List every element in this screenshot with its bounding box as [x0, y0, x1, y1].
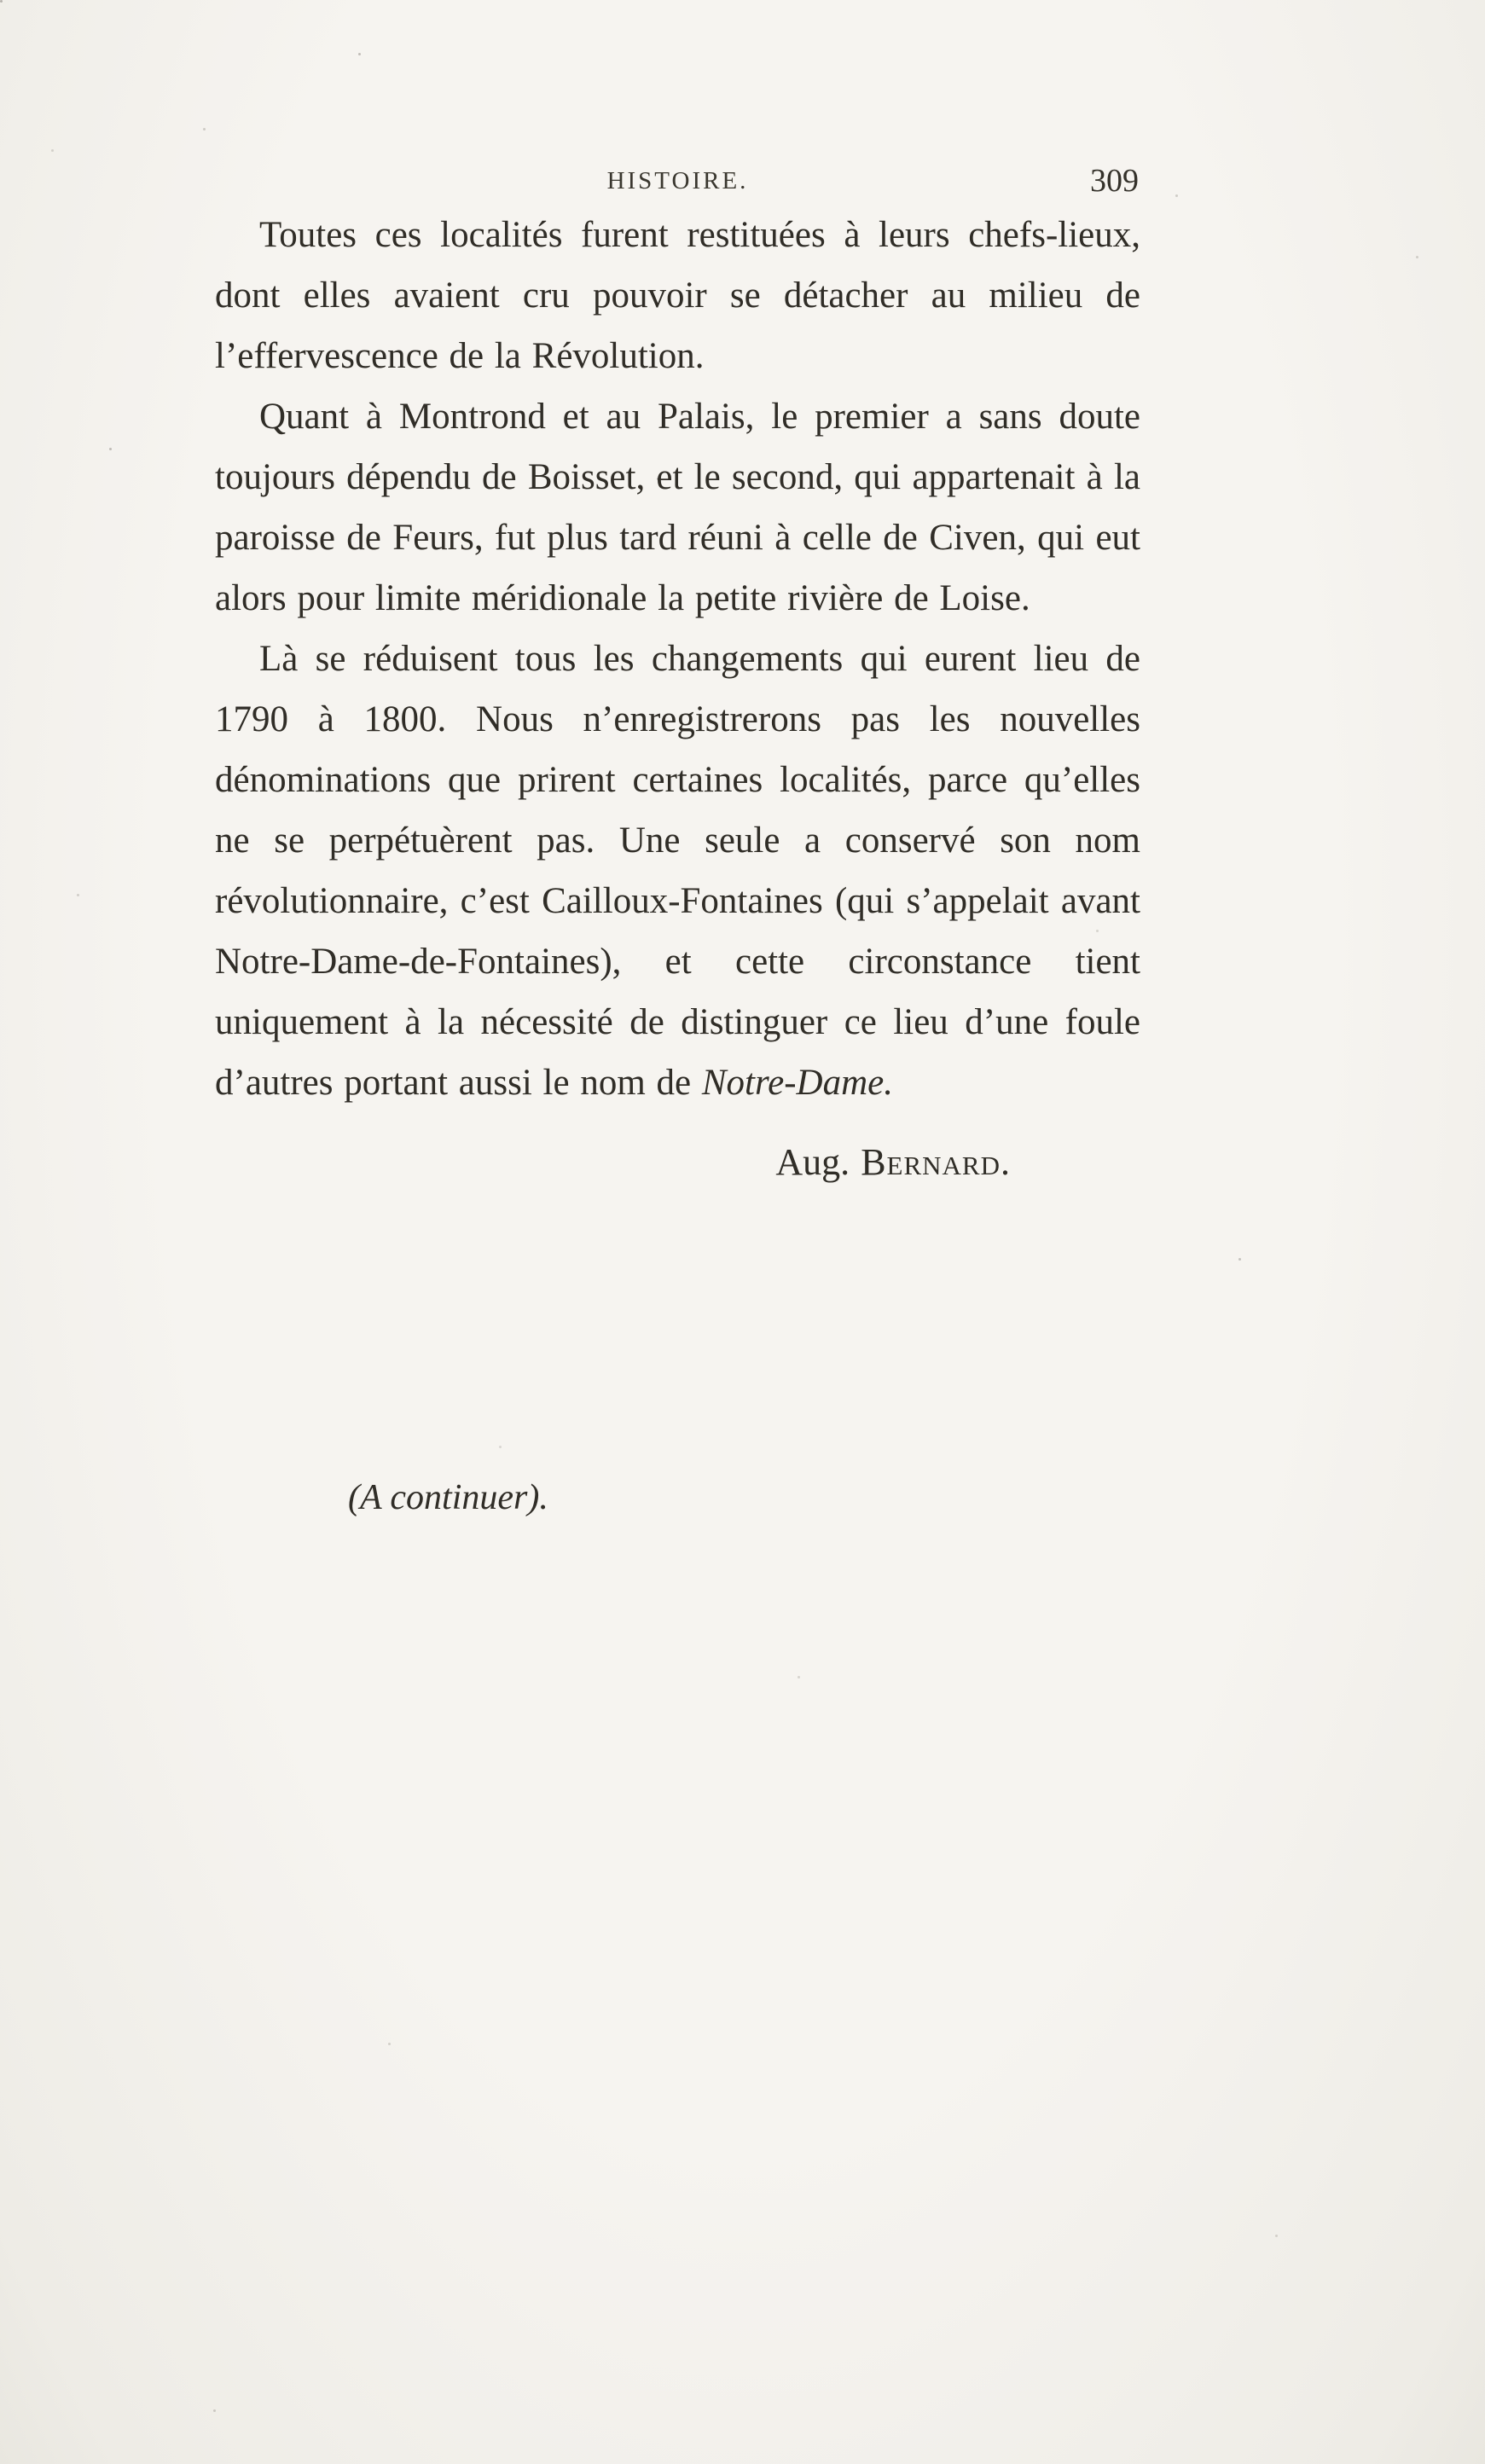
paragraph-3-text: Là se réduisent tous les changements qui eurent lieu de 1790 à 1800. Nous n’enregistrerons pas les nouvelles dénominations que prirent certaines localités, parce qu’elles ne se perpétuèrent pas. Une seule a conservé son nom révolutionnaire, c’est Cailloux-Fontaines (qui s’appelait avant Notre-Dame-de-Fontaines), et cette circonstance tient uniquement à la nécessité de distinguer ce lieu d’une foule d’autres portant aussi le nom de: [215, 639, 1140, 1103]
page-body: [215, 205, 1140, 1192]
paragraph-1-text: Toutes ces localités furent restituées à leurs chefs-lieux, dont elles avaient cru pouvoir se détacher au milieu de l’effervescence de la Révolution.: [215, 215, 1140, 376]
signature-name: Bernard.: [861, 1141, 1011, 1183]
page-header: [215, 163, 1140, 208]
author-signature: [215, 1132, 1140, 1192]
scan-specks: [0, 0, 3, 3]
to-be-continued-note: (A continuer).: [348, 1478, 548, 1517]
paragraph-2: [215, 386, 1140, 629]
paragraph-1: [215, 205, 1140, 386]
paragraph-3-italic-suffix: Notre-Dame.: [701, 1063, 893, 1103]
paragraph-2-text: Quant à Montrond et au Palais, le premier a sans doute toujours dépendu de Boisset, et le second, qui appartenait à la paroisse de Feurs, fut plus tard réuni à celle de Civen, qui eut alors pour limite méridionale la petite rivière de Loise.: [215, 397, 1140, 618]
signature-prefix: Aug.: [775, 1141, 861, 1183]
running-header-title: HISTOIRE.: [606, 167, 749, 194]
page-number: 309: [1090, 163, 1139, 199]
paragraph-3: [215, 629, 1140, 1113]
